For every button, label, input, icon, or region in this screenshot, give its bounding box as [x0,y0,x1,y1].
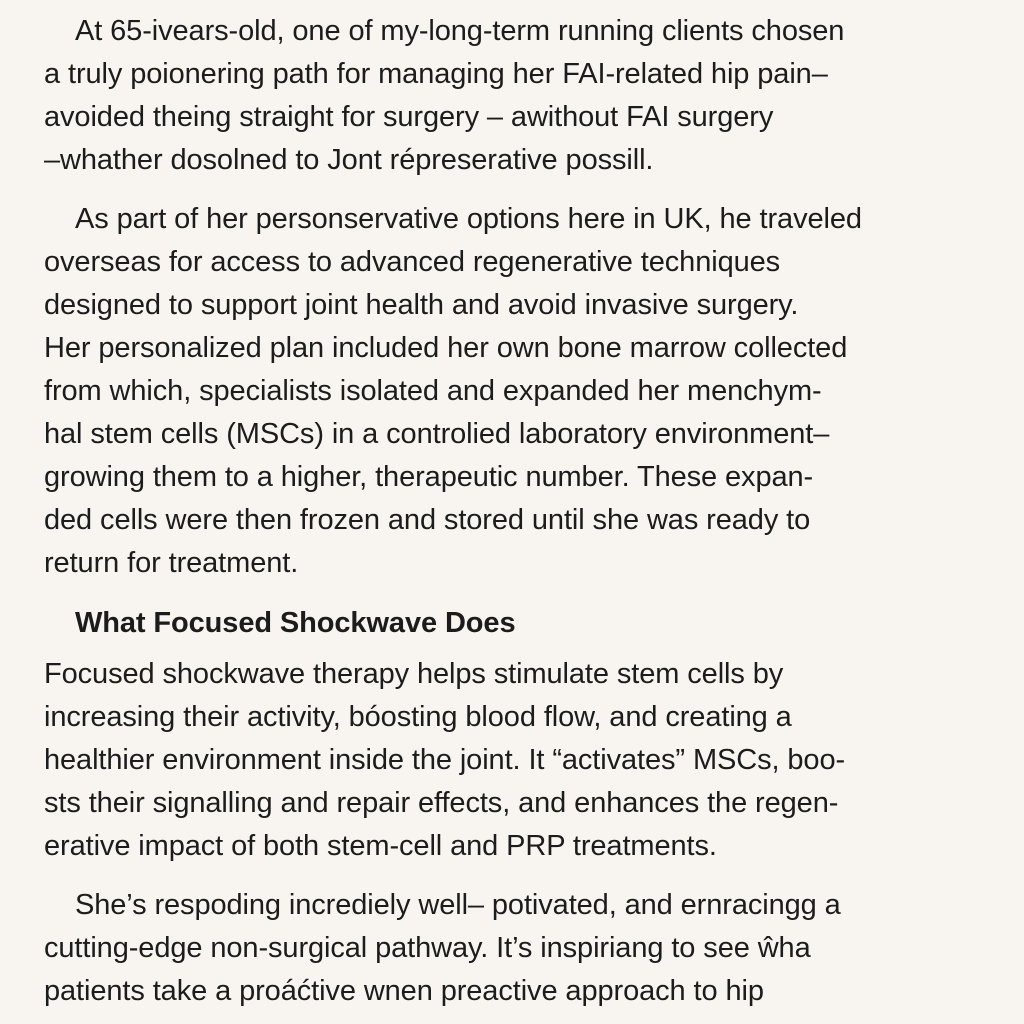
paragraph-line: She’s respoding incrediely well– potivated, and ernracingg a [75,889,841,921]
paragraph-line: a truly poionering path for managing her FAI-related hip pain– [44,58,828,90]
paragraph-line: At 65-ivears-old, one of my-long-term running clients chosen [75,15,845,47]
paragraph-line: overseas for access to advanced regenerative techniques [44,246,781,278]
paragraph-line: designed to support joint health and avoid invasive surgery. [44,289,799,321]
paragraph-line: hal stem cells (MSCs) in a controlied laboratory environment– [44,418,830,450]
paragraph-line: cutting-edge non-surgical pathway. It’s inspiriang to see ŵha [44,932,811,964]
paragraph-line: growing them to a higher, therapeutic number. These expan- [44,461,814,493]
paragraph-line: return for treatment. [44,547,299,579]
paragraph-line: sts their signalling and repair effects, and enhances the regen- [44,787,839,819]
paragraph-line: Her personalized plan included her own bone marrow collected [44,332,848,364]
paragraph-line: As part of her personservative options here in UK, he traveled [75,203,862,235]
paragraph-line: –whather dosolned to Jont répreserative possill. [44,144,654,176]
paragraph-line: ded cells were then frozen and stored until she was ready to [44,504,811,536]
paragraph-line: Focused shockwave therapy helps stimulate stem cells by [44,658,784,690]
paragraph-line: avoided theing straight for surgery – awithout FAI surgery [44,101,774,133]
paragraph-line: increasing their activity, bóosting blood flow, and creating a [44,701,792,733]
paragraph-line: from which, specialists isolated and expanded her menchym- [44,375,822,407]
paragraph-line: patients take a proáćtive wnen preactive approach to hip [44,975,764,1007]
paragraph-line: erative impact of both stem-cell and PRP treatments. [44,830,717,862]
paragraph-line: healthier environment inside the joint. It “activates” MSCs, boo- [44,744,846,776]
section-heading: What Focused Shockwave Does [75,607,516,639]
